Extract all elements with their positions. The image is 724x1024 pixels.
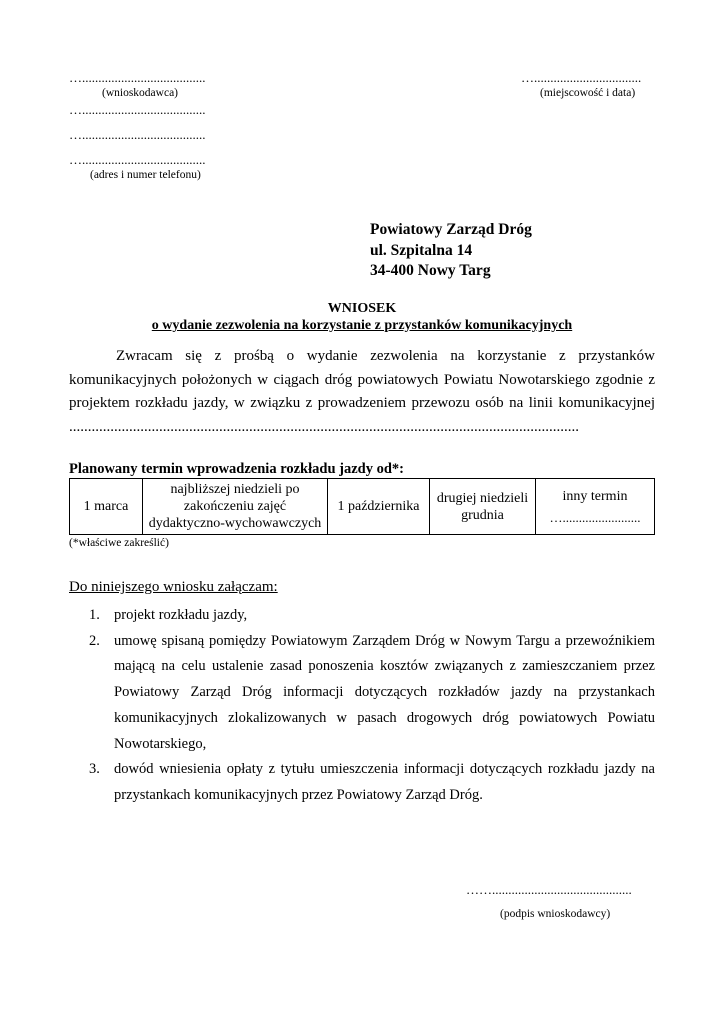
addressee-block (370, 220, 532, 282)
applicant-name-label: (wnioskodawca) (102, 87, 179, 99)
schedule-heading: Planowany termin wprowadzenia rozkładu jazdy od*: (69, 461, 404, 477)
addressee-line-1: Powiatowy Zarząd Dróg (370, 221, 532, 238)
attachment-text: dowód wniesienia opłaty z tytułu umieszczenia informacji dotyczących rozkładu jazdy na przystankach komunikacyjnych przez Powiatowy Zarząd Dróg. (114, 761, 655, 803)
schedule-option-4[interactable]: drugiej niedzieli grudnia (430, 479, 536, 535)
attachments-heading: Do niniejszego wniosku załączam: (69, 579, 278, 595)
applicant-name-dots: …...................................... (69, 70, 206, 85)
signature-label: (podpis wnioskodawcy) (500, 908, 611, 920)
schedule-note: (*właściwe zakreślić) (69, 537, 169, 549)
attachment-text: projekt rozkładu jazdy, (114, 607, 248, 623)
schedule-option-other-label: inny termin (562, 488, 628, 504)
schedule-option-1[interactable]: 1 marca (70, 479, 143, 535)
signature-dots: ……........................................... (466, 882, 632, 897)
addressee-line-2: ul. Szpitalna 14 (370, 241, 473, 259)
schedule-option-other[interactable] (536, 479, 655, 535)
applicant-address-label: (adres i numer telefonu) (90, 169, 201, 181)
schedule-option-other-dots: …........................ (549, 509, 641, 525)
attachment-number: 2. (89, 632, 100, 649)
place-date-label: (miejscowość i data) (540, 87, 636, 99)
applicant-address-dots-1: …...................................... (69, 102, 206, 117)
attachment-item (69, 603, 655, 629)
document-title: WNIOSEK (327, 301, 397, 316)
attachment-number: 3. (89, 761, 100, 778)
request-body (69, 345, 655, 439)
document-subtitle: o wydanie zezwolenia na korzystanie z przystanków komunikacyjnych (151, 318, 573, 333)
schedule-options-table (69, 478, 655, 535)
place-date-dots: …................................. (521, 70, 642, 85)
attachment-item (69, 757, 655, 808)
attachments-list (69, 603, 655, 809)
applicant-address-dots-3: …...................................... (69, 152, 206, 167)
schedule-option-3[interactable]: 1 października (328, 479, 430, 535)
applicant-address-dots-2: …...................................... (69, 127, 206, 142)
attachment-number: 1. (89, 607, 100, 623)
request-paragraph: Zwracam się z prośbą o wydanie zezwolenia na korzystanie z przystanków komunikacyjnych położonych w ciągach dróg powiatowych Powiatu Nowotarskiego zgodnie z projektem rozkładu jazdy, w związku z prowadzeniem przewozu osób na linii komunikacyjnej ........................................................................................................................................ (69, 348, 655, 435)
attachment-item (69, 629, 655, 758)
addressee-line-3: 34-400 Nowy Targ (370, 262, 491, 279)
schedule-option-2[interactable]: najbliższej niedzieli po zakończeniu zajęć dydaktyczno-wychowawczych (143, 479, 328, 535)
attachment-text: umowę spisaną pomiędzy Powiatowym Zarządem Dróg w Nowym Targu a przewoźnikiem mającą na celu ustalenie zasad ponoszenia kosztów związanych z zamieszczaniem przez Powiatowy Zarząd Dróg informacji dotyczących rozkładów jazdy na przystankach komunikacyjnych zlokalizowanych w pasach drogowych dróg powiatowych Powiatu Nowotarskiego, (114, 632, 655, 752)
